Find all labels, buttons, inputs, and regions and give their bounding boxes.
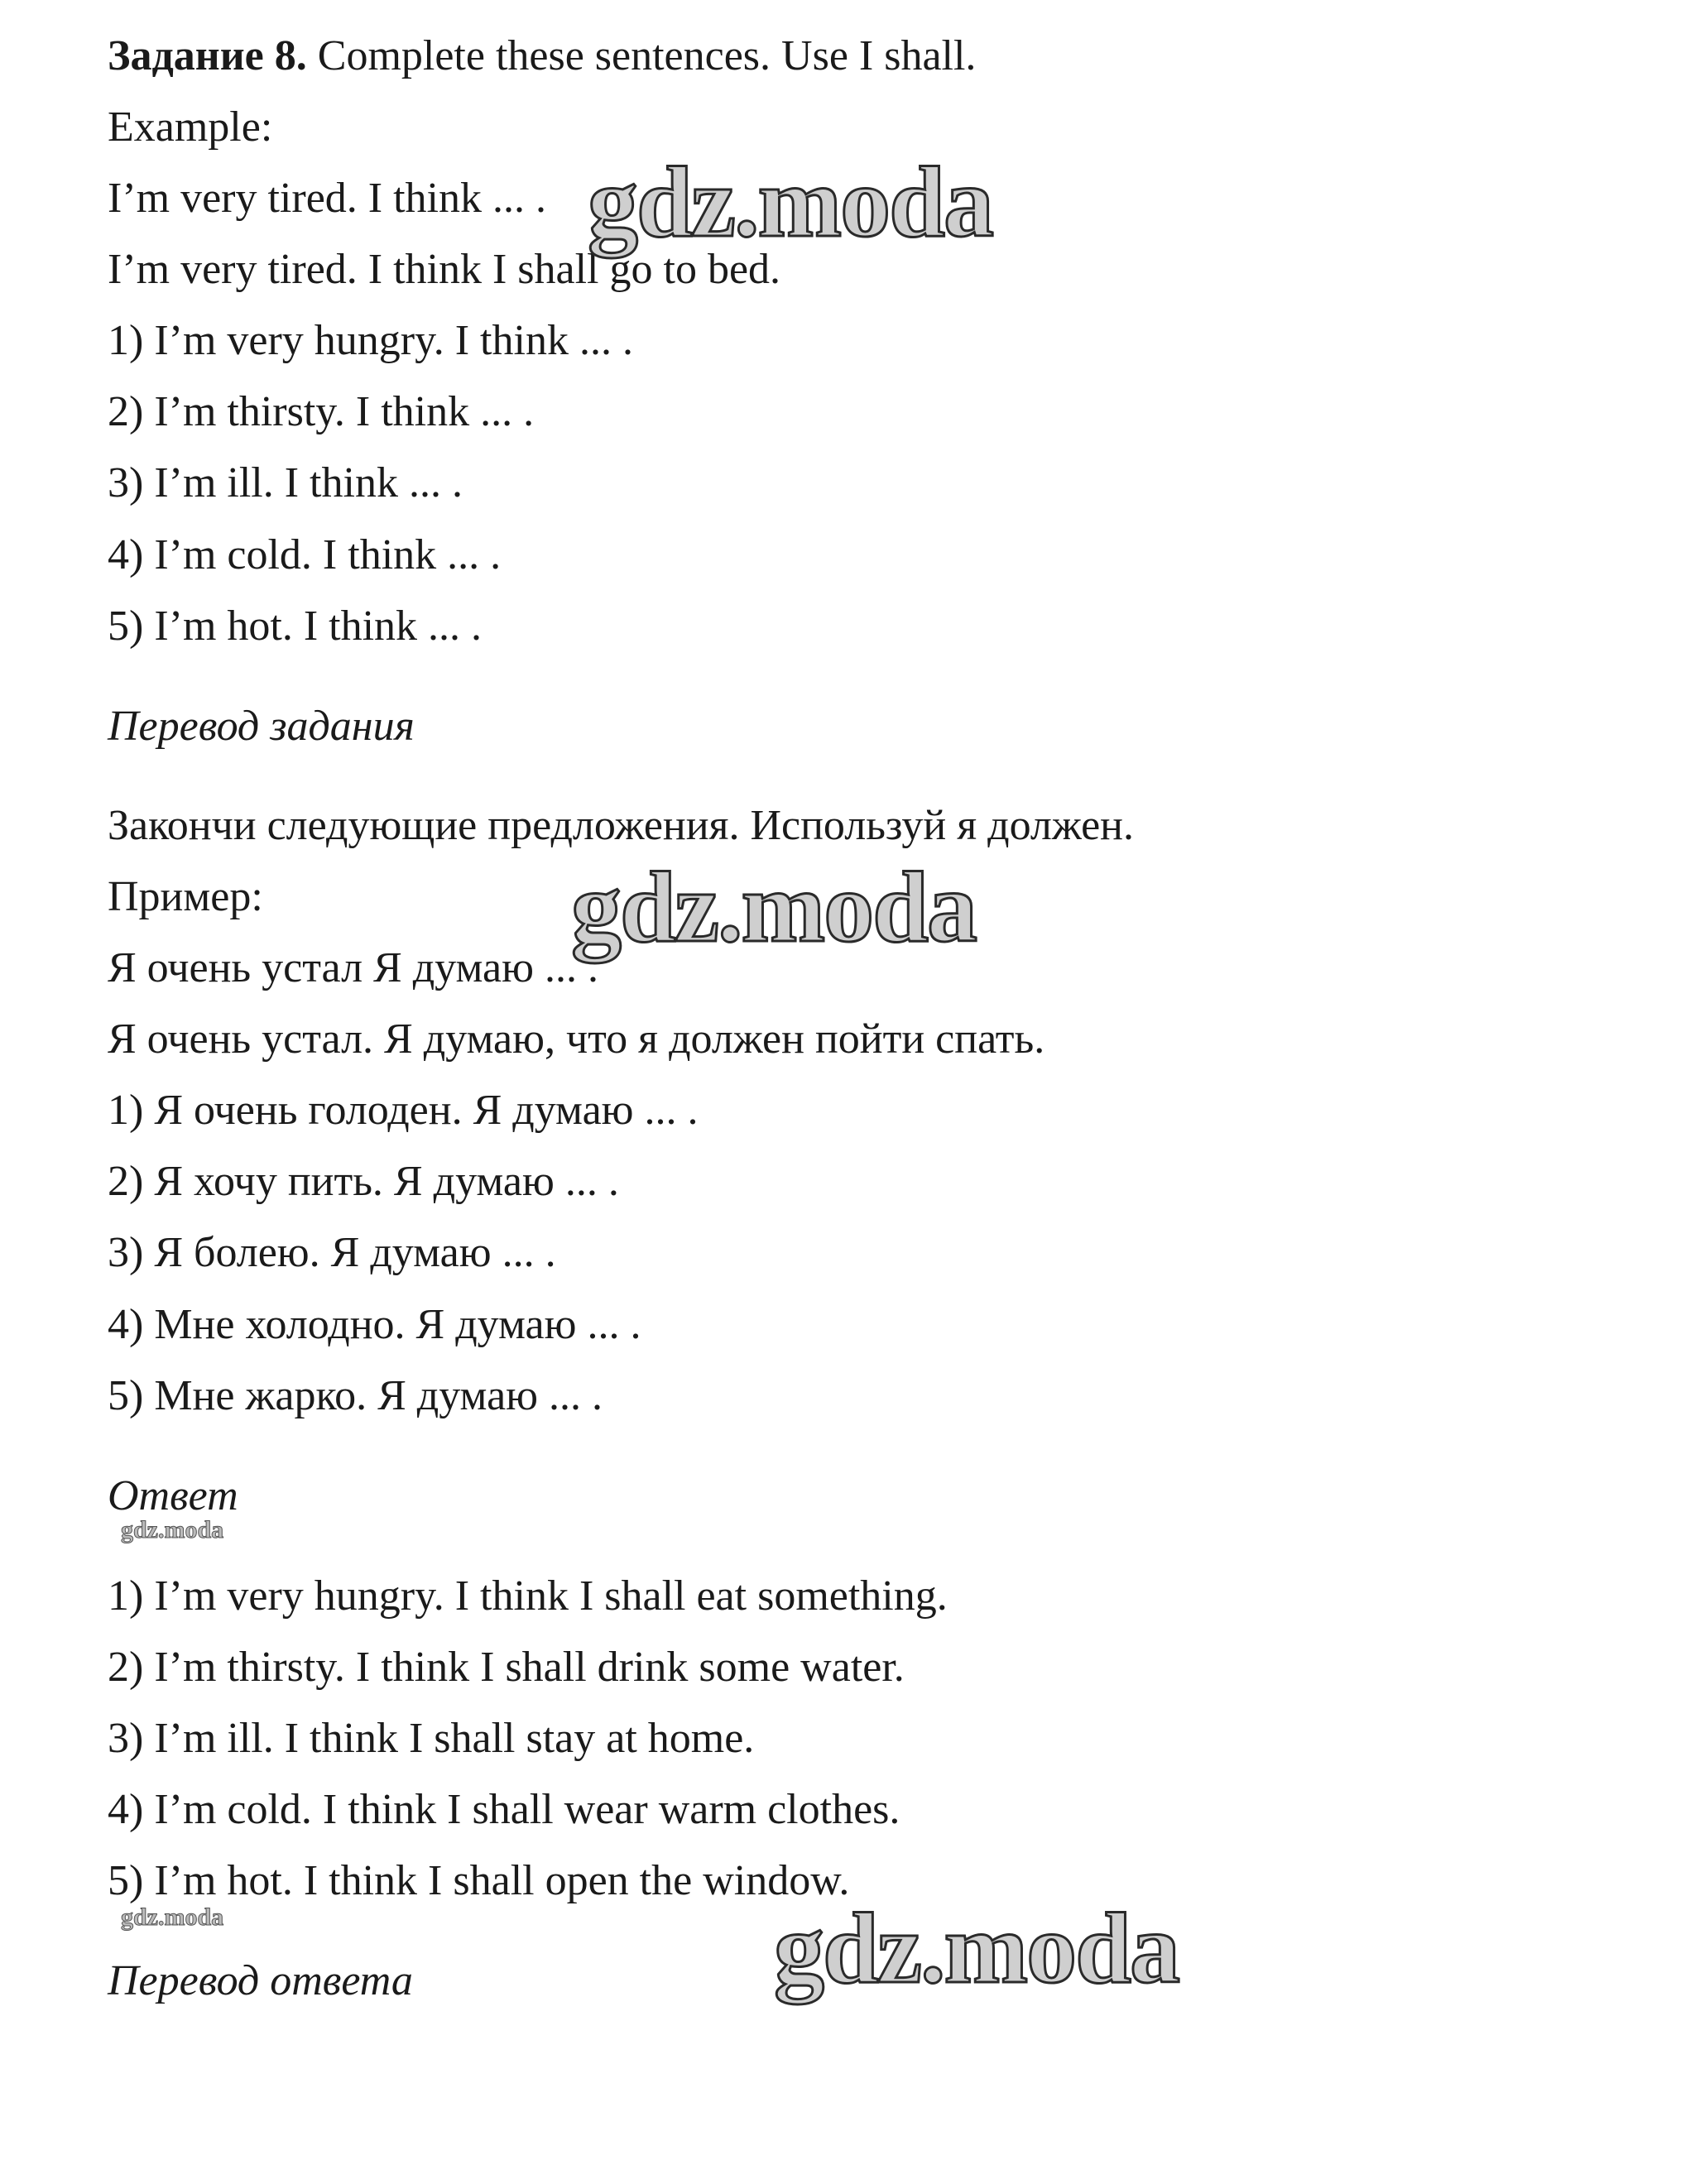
translation-instruction: Закончи следующие предложения. Используй я должен. bbox=[108, 802, 1134, 849]
task-item-3: 3) I’m ill. I think ... . bbox=[108, 459, 463, 506]
answer-item-3: 3) I’m ill. I think I shall stay at home. bbox=[108, 1715, 755, 1762]
example-label: Example: bbox=[108, 103, 273, 151]
task-label: Задание 8. bbox=[108, 32, 307, 79]
answer-item-4: 4) I’m cold. I think I shall wear warm clothes. bbox=[108, 1786, 900, 1833]
task-item-4: 4) I’m cold. I think ... . bbox=[108, 531, 502, 578]
watermark-logo: gdz.moda bbox=[571, 852, 976, 963]
translation-example-answer: Я очень устал. Я думаю, что я должен пойти спать. bbox=[108, 1015, 1045, 1063]
task-item-1: 1) I’m very hungry. I think ... . bbox=[108, 317, 633, 364]
answer-item-2: 2) I’m thirsty. I think I shall drink some water. bbox=[108, 1644, 905, 1691]
task-instruction: Complete these sentences. Use I shall. bbox=[317, 32, 977, 79]
translation-example-label: Пример: bbox=[108, 873, 263, 920]
translation-item-4: 4) Мне холодно. Я думаю ... . bbox=[108, 1301, 641, 1348]
watermark-logo: gdz.moda bbox=[588, 146, 992, 258]
answer-translation-heading: Перевод ответа bbox=[108, 1957, 413, 2004]
watermark-small: gdz.moda bbox=[121, 1903, 224, 1931]
watermark-small: gdz.moda bbox=[121, 1516, 224, 1543]
task-item-2: 2) I’m thirsty. I think ... . bbox=[108, 388, 535, 435]
answer-item-1: 1) I’m very hungry. I think I shall eat something. bbox=[108, 1572, 948, 1620]
example-prompt: I’m very tired. I think ... . bbox=[108, 175, 546, 222]
answer-heading: Ответ bbox=[108, 1472, 238, 1519]
translation-item-2: 2) Я хочу пить. Я думаю ... . bbox=[108, 1158, 619, 1205]
translation-item-3: 3) Я болею. Я думаю ... . bbox=[108, 1229, 556, 1276]
task-title bbox=[108, 31, 976, 81]
translation-item-5: 5) Мне жарко. Я думаю ... . bbox=[108, 1372, 603, 1419]
translation-heading: Перевод задания bbox=[108, 703, 415, 750]
translation-example-prompt: Я очень устал Я думаю ... . bbox=[108, 944, 598, 991]
translation-item-1: 1) Я очень голоден. Я думаю ... . bbox=[108, 1087, 699, 1134]
task-item-5: 5) I’m hot. I think ... . bbox=[108, 602, 483, 650]
watermark-logo: gdz.moda bbox=[774, 1893, 1179, 2004]
answer-item-5: 5) I’m hot. I think I shall open the window. bbox=[108, 1857, 850, 1904]
example-answer: I’m very tired. I think I shall go to bed. bbox=[108, 246, 781, 293]
